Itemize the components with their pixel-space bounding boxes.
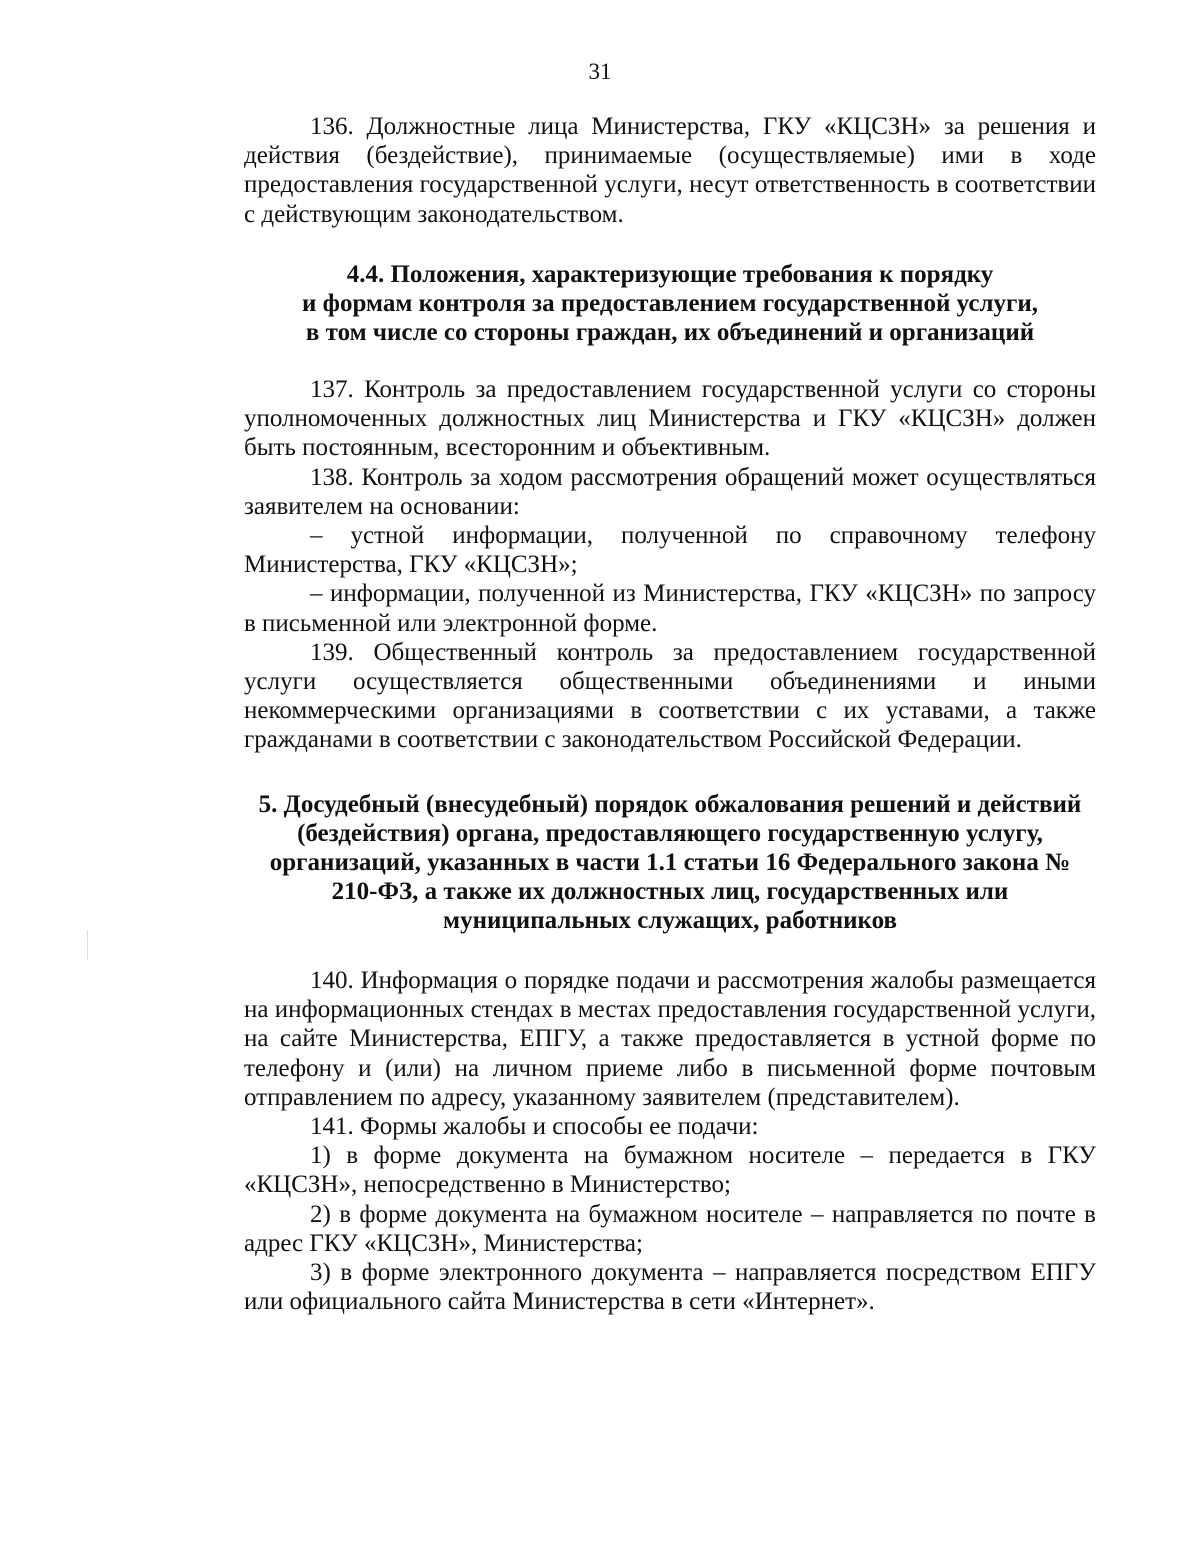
heading-line: организаций, указанных в части 1.1 статьи 16 Федерального закона № [269,849,1071,876]
paragraph-138: 138. Контроль за ходом рассмотрения обращений может осуществляться заявителем на основании: [244,463,1096,520]
scan-margin-mark [87,930,88,960]
heading-line: 5. Досудебный (внесудебный) порядок обжалования решений и действий [258,791,1082,818]
paragraph-137: 137. Контроль за предоставлением государственной услуги со стороны уполномоченных должностных лиц Министерства и ГКУ «КЦСЗН» должен быть постоянным, всесторонним и объективным. [244,376,1096,462]
list-item-oral-information: – устной информации, полученной по справочному телефону Министерства, ГКУ «КЦСЗН»; [244,522,1096,579]
paragraph-136: 136. Должностные лица Министерства, ГКУ «КЦСЗН» за решения и действия (бездействие), принимаемые (осуществляемые) ими в ходе предоставления государственной услуги, несут ответственность в соответствии с действующим законодательством. [244,113,1096,228]
heading-line: и формам контроля за предоставлением государственной услуги, [302,290,1038,317]
list-item-paper-direct: 1) в форме документа на бумажном носителе – передается в ГКУ «КЦСЗН», непосредственно в Министерство; [244,1142,1096,1199]
paragraph-139: 139. Общественный контроль за предоставлением государственной услуги осуществляется общественными объединениями и иными некоммерческими организациями в соответствии с их уставами, а также гражданами в соответствии с законодательством Российской Федерации. [244,638,1096,754]
list-item-written-information: – информации, полученной из Министерства, ГКУ «КЦСЗН» по запросу в письменной или электронной форме. [244,580,1096,637]
section-heading-4-4 [244,260,1096,347]
paragraph-group-136 [244,112,1096,229]
heading-line: (бездействия) органа, предоставляющего государственную услугу, [297,820,1043,847]
heading-line: 4.4. Положения, характеризующие требования к порядку [346,261,994,288]
list-item-electronic: 3) в форме электронного документа – направляется посредством ЕПГУ или официального сайта Министерства в сети «Интернет». [244,1259,1096,1316]
heading-line: муниципальных служащих, работников [443,907,897,934]
heading-line: в том числе со стороны граждан, их объединений и организаций [305,319,1035,346]
heading-line: 210-ФЗ, а также их должностных лиц, государственных или [331,878,1009,905]
paragraph-141: 141. Формы жалобы и способы ее подачи: [310,1113,759,1141]
page-number: 31 [588,59,612,84]
section-4-4-body [244,375,1096,755]
list-item-paper-mail: 2) в форме документа на бумажном носителе – направляется по почте в адрес ГКУ «КЦСЗН», Министерства; [244,1200,1096,1257]
paragraph-140: 140. Информация о порядке подачи и рассмотрения жалобы размещается на информационных стендах в местах предоставления государственной услуги, на сайте Министерства, ЕПГУ, а также предоставляется в устной форме по телефону и (или) на личном приеме либо в письменной форме почтовым отправлением по адресу, указанному заявителем (представителем). [244,967,1096,1111]
section-5-body [244,966,1096,1316]
section-heading-5 [244,790,1096,935]
